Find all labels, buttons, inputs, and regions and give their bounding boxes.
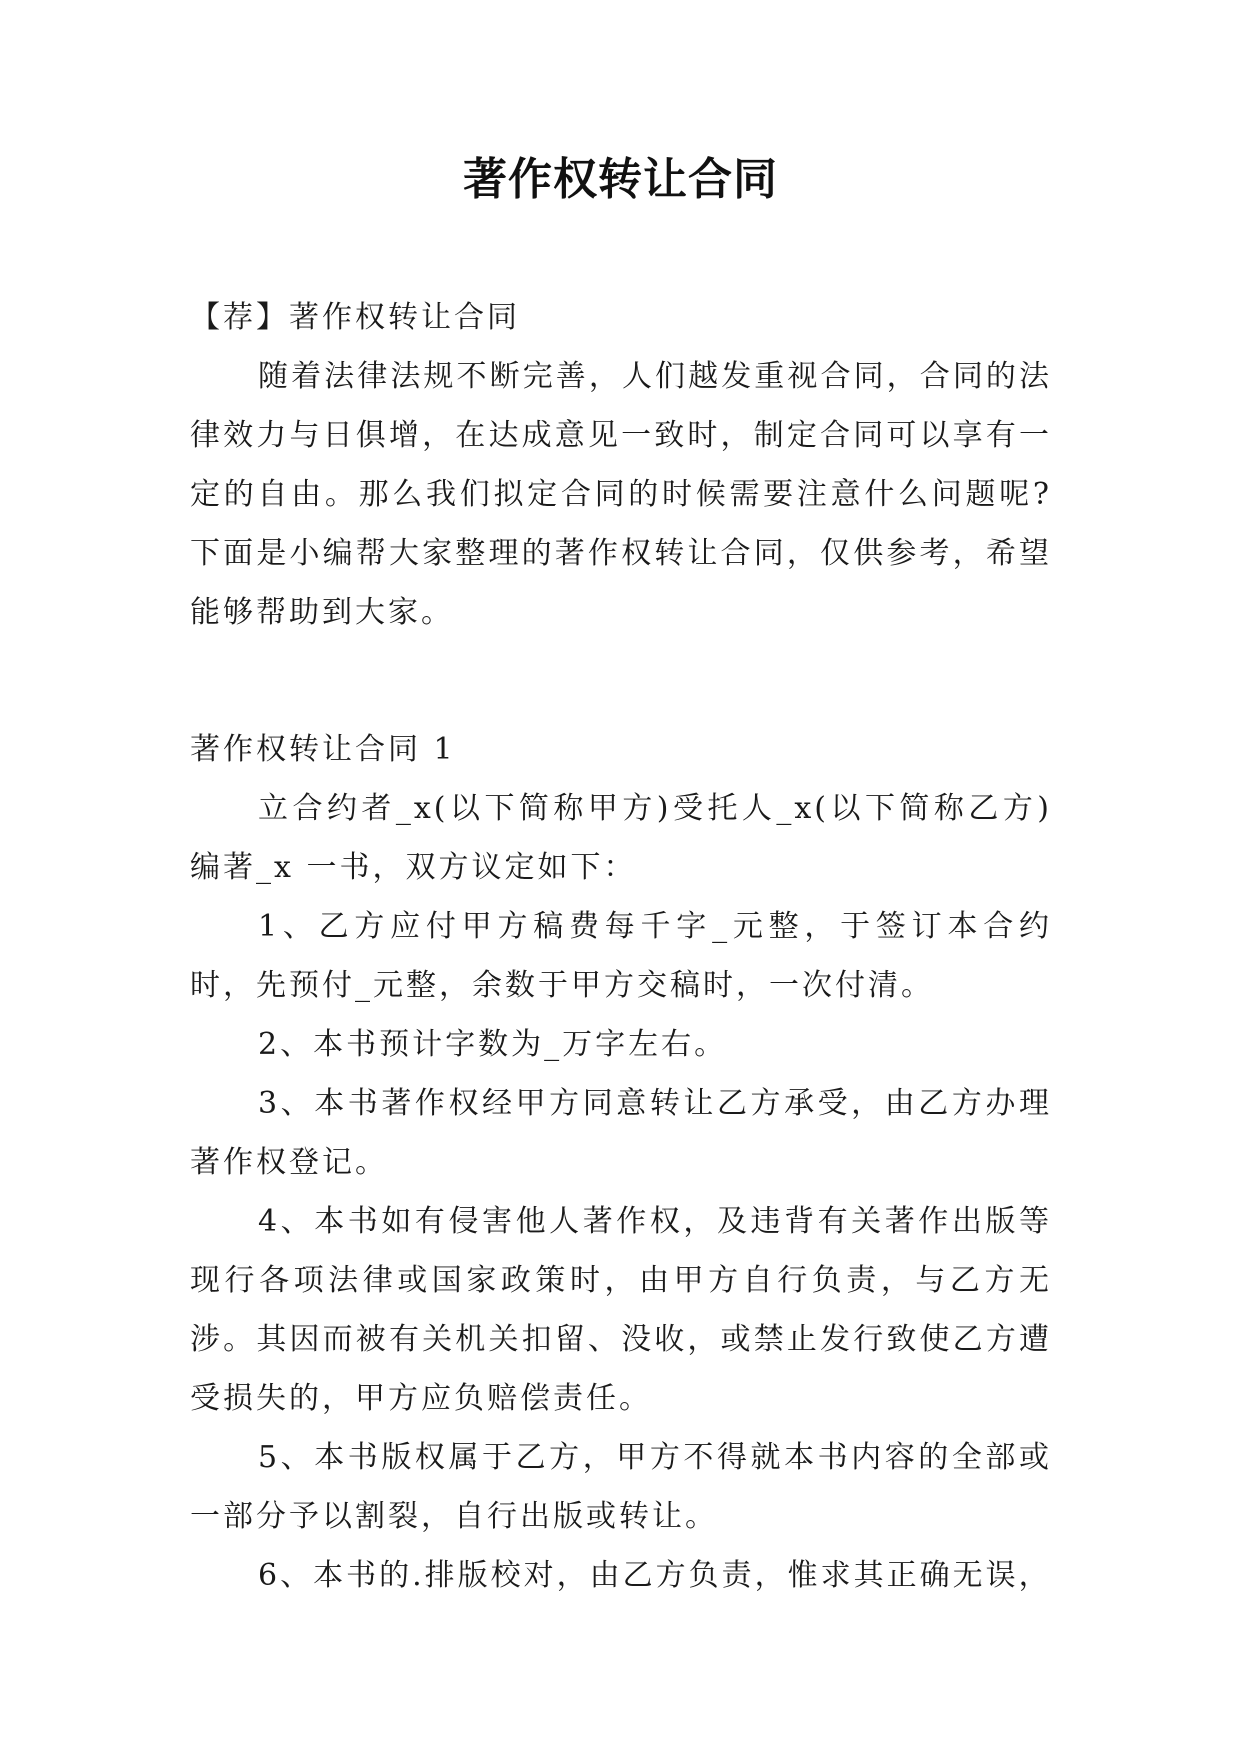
- document-title: 著作权转让合同: [463, 154, 778, 205]
- clause-5: 5、本书版权属于乙方，甲方不得就本书内容的全部或一部分予以割裂，自行出版或转让。: [190, 1440, 1052, 1534]
- intro-heading: 【荐】著作权转让合同: [190, 300, 520, 335]
- intro-paragraph: 随着法律法规不断完善，人们越发重视合同，合同的法律效力与日俱增，在达成意见一致时，制定合同可以享有一定的自由。那么我们拟定合同的时候需要注意什么问题呢?下面是小编帮大家整理的著作权转让合同，仅供参考，希望能够帮助到大家。: [190, 359, 1052, 630]
- clause-2: 2、本书预计字数为_万字左右。: [258, 1027, 728, 1062]
- document-body: [190, 288, 1052, 1605]
- clause-4: 4、本书如有侵害他人著作权，及违背有关著作出版等现行各项法律或国家政策时，由甲方自行负责，与乙方无涉。其因而被有关机关扣留、没收，或禁止发行致使乙方遭受损失的，甲方应负赔偿责任。: [190, 1204, 1052, 1416]
- section-title: 著作权转让合同 1: [190, 732, 456, 767]
- section-spacer: [190, 642, 1052, 720]
- clause-3: 3、本书著作权经甲方同意转让乙方承受，由乙方办理著作权登记。: [190, 1086, 1052, 1180]
- contract-opening: 立合约者_x(以下简称甲方)受托人_x(以下简称乙方)编著_x 一书，双方议定如下：: [190, 791, 1052, 885]
- clause-1: 1、乙方应付甲方稿费每千字_元整，于签订本合约时，先预付_元整，余数于甲方交稿时，一次付清。: [190, 909, 1052, 1003]
- clause-6: 6、本书的.排版校对，由乙方负责，惟求其正确无误，: [258, 1558, 1052, 1593]
